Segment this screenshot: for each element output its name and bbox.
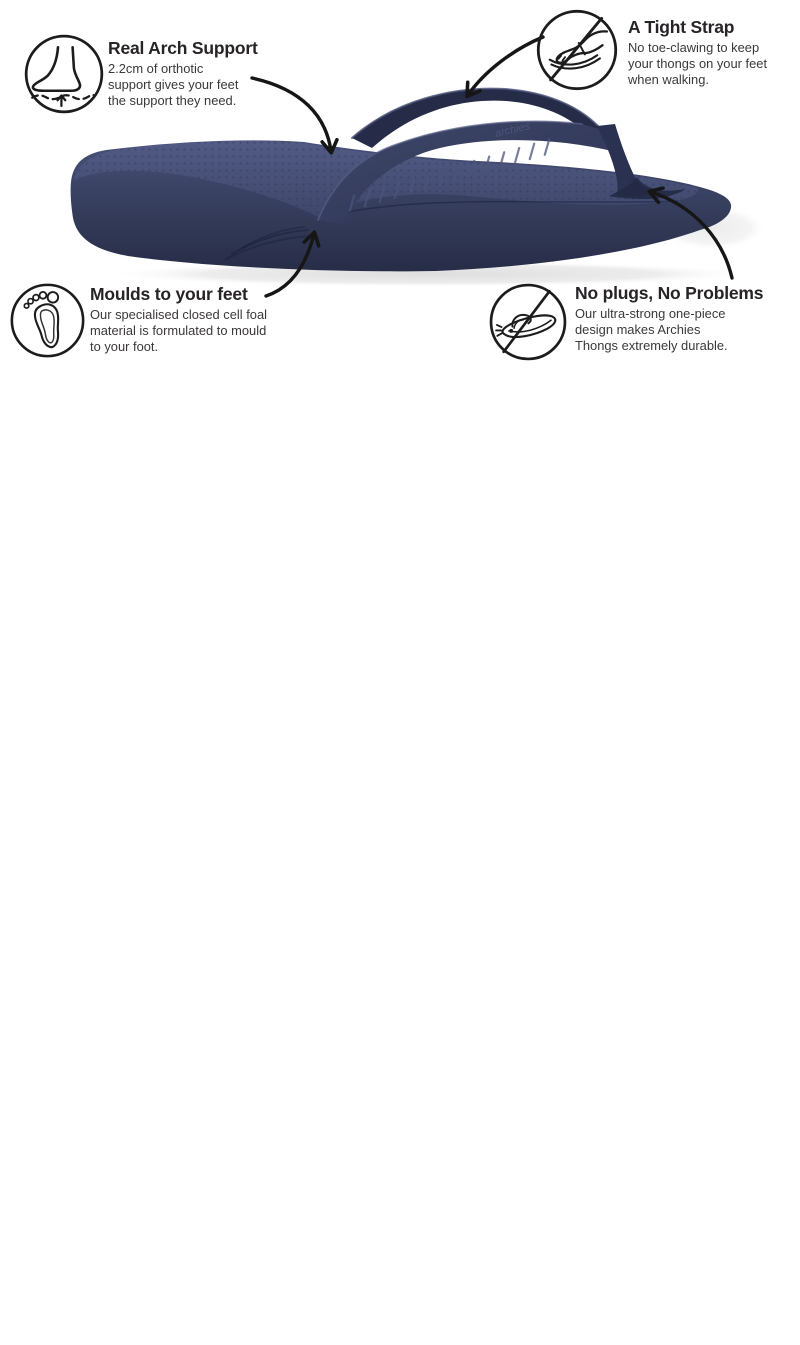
callout-line: your thongs on your feet: [628, 56, 768, 71]
callout-title: Real Arch Support: [108, 38, 258, 58]
callout-title: A Tight Strap: [628, 17, 735, 37]
strap-branding: archies: [493, 120, 532, 140]
callout-line: Our ultra-strong one-piece: [575, 306, 726, 321]
callout-tight-strap: [628, 17, 767, 88]
callout-line: when walking.: [628, 72, 709, 87]
callout-title: No plugs, No Problems: [575, 283, 764, 303]
callout-no-plugs: [575, 283, 763, 354]
footprint-icon: [7, 280, 88, 366]
no-toe-clawing-icon: [533, 6, 621, 99]
callout-line: 2.2cm of orthotic: [108, 61, 204, 76]
callout-line: to your foot.: [90, 339, 159, 354]
foot-arch-icon: [21, 31, 107, 122]
callout-title: Moulds to your feet: [90, 284, 248, 304]
callout-line: Our specialised closed cell foal: [90, 307, 267, 322]
callout-moulds-to-your-feet: [90, 284, 267, 355]
callout-line: No toe-clawing to keep: [628, 40, 760, 55]
callout-real-arch-support: [108, 38, 258, 109]
callout-line: support gives your feet: [108, 77, 239, 92]
callout-line: design makes Archies: [575, 322, 701, 337]
callout-line: material is formulated to mould: [90, 323, 267, 338]
callout-line: the support they need.: [108, 93, 237, 108]
callout-line: Thongs extremely durable.: [575, 338, 728, 353]
arrow-real-arch-support: [252, 78, 331, 151]
arrow-tight-strap: [468, 37, 543, 95]
no-plugs-icon: [486, 280, 570, 369]
